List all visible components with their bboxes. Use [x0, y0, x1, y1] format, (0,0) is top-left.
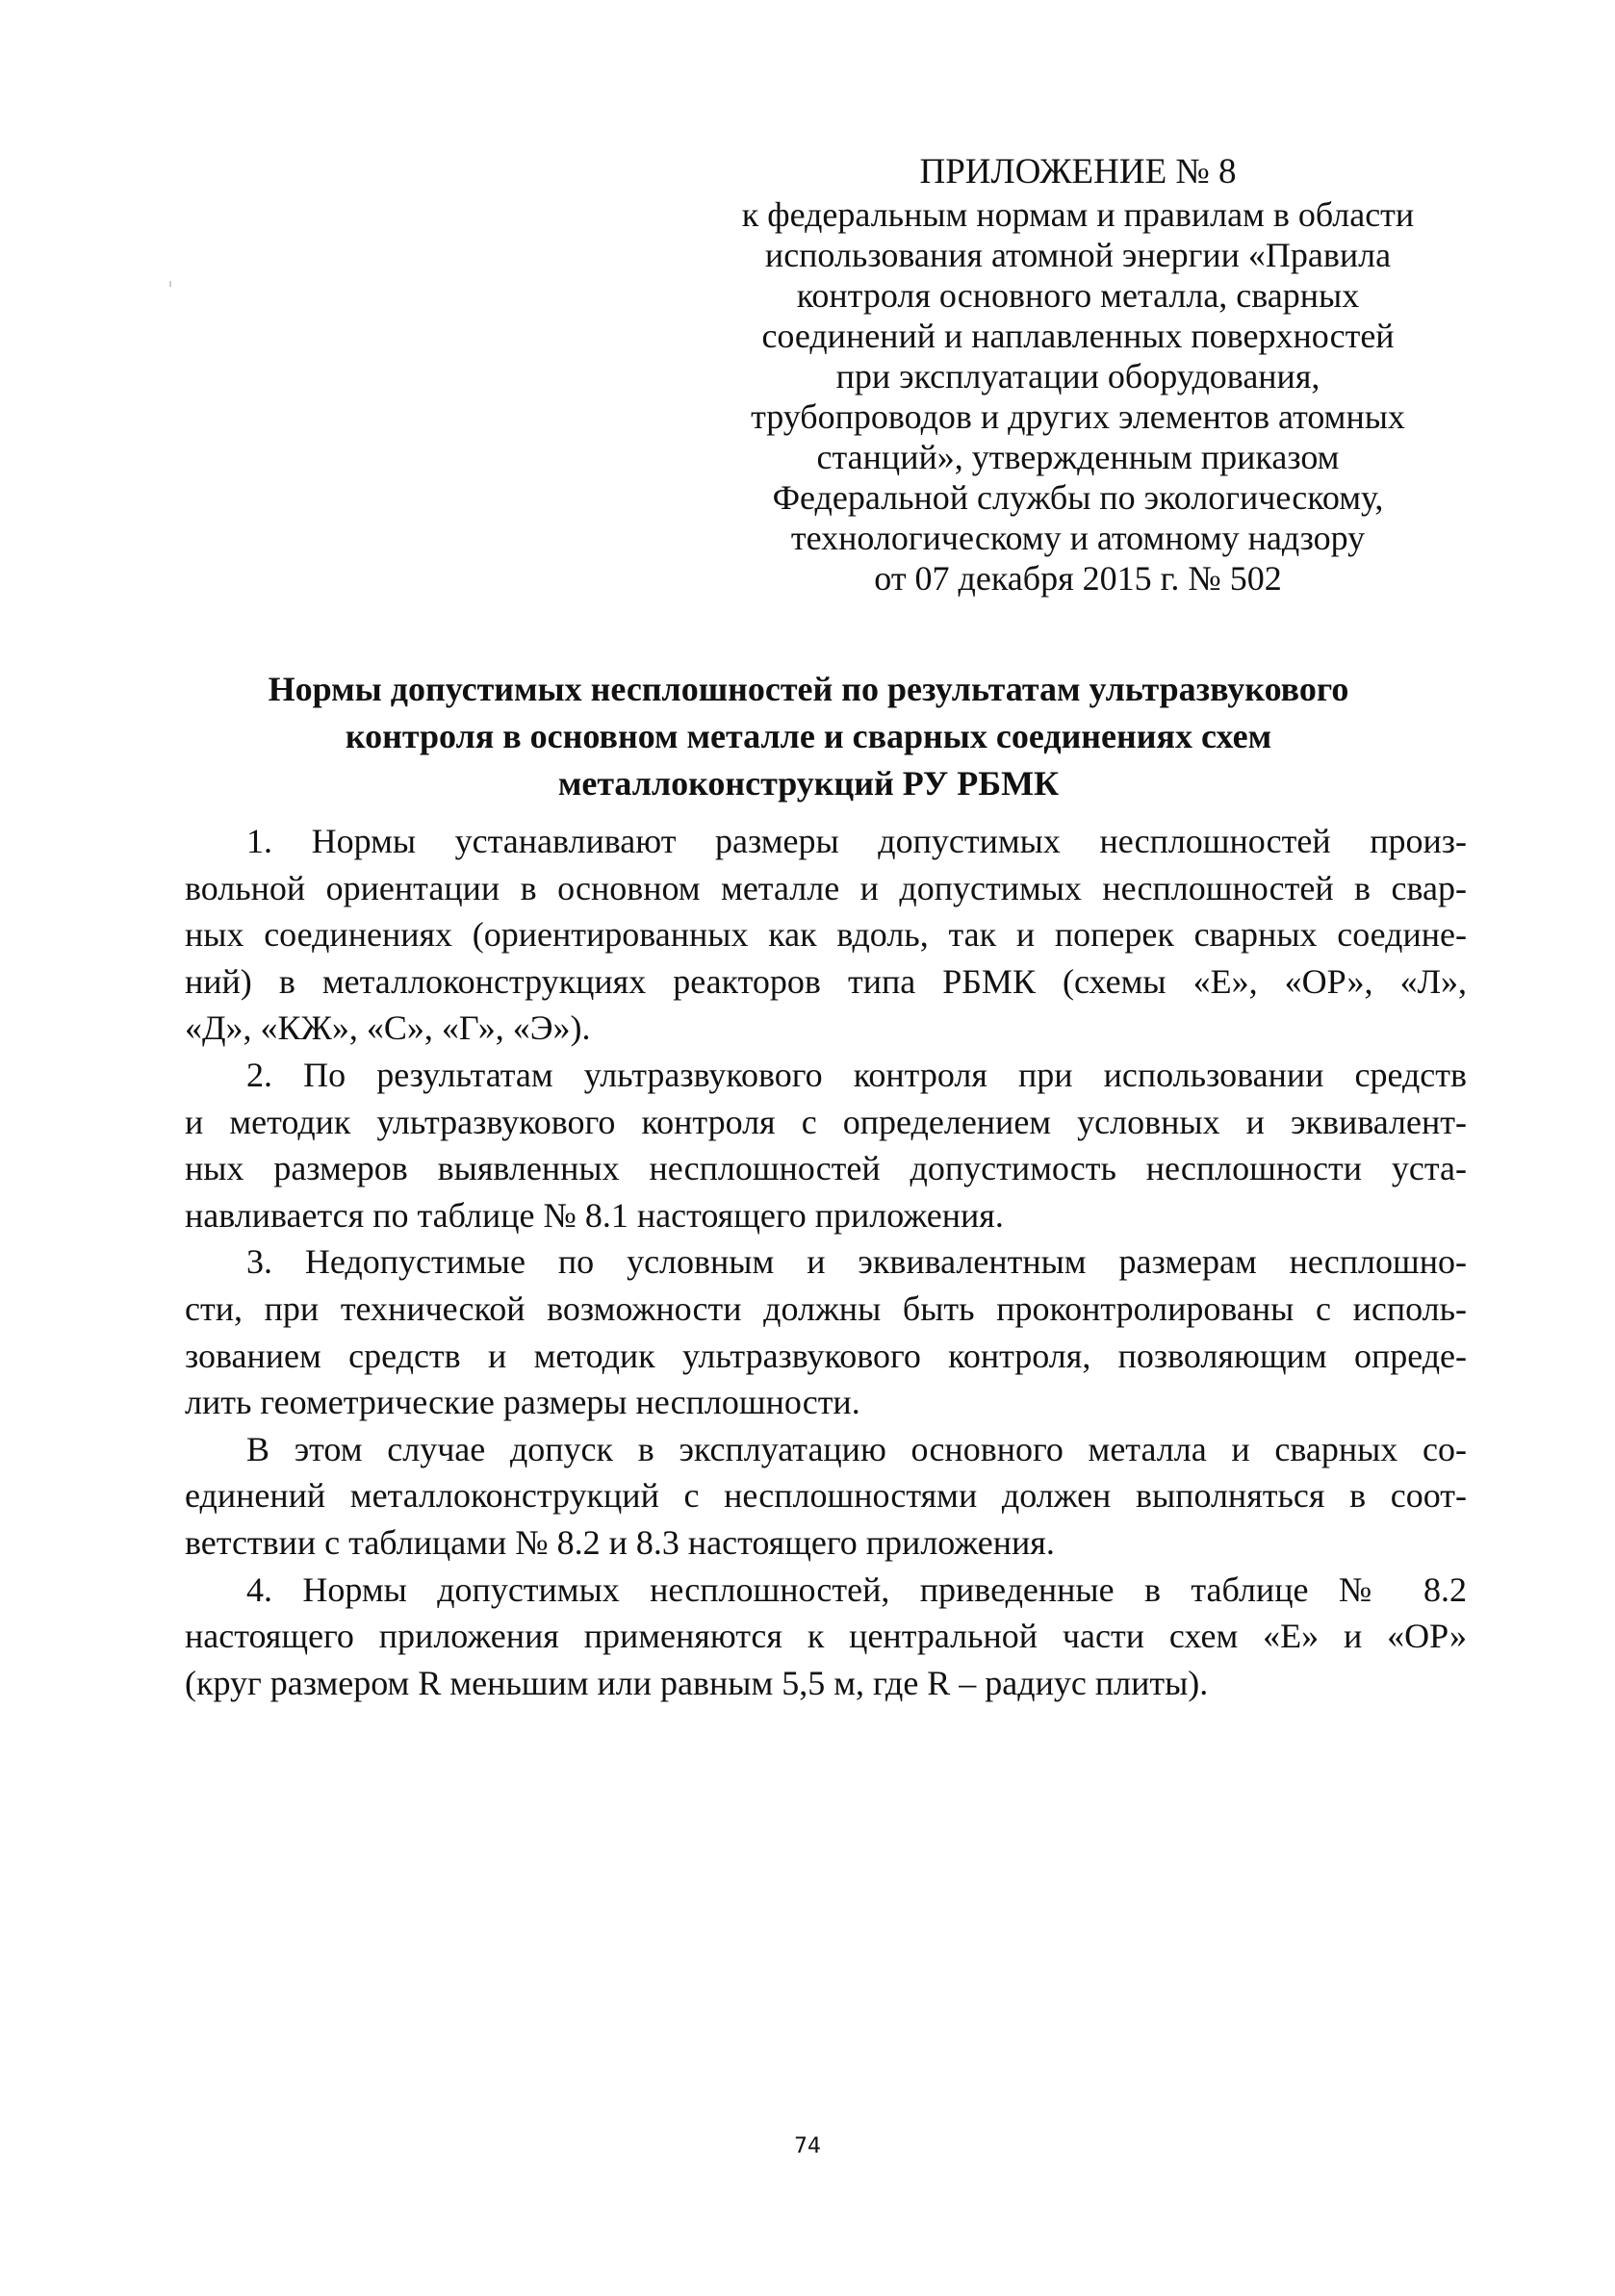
paragraph-line: 1. Нормы устанавливают размеры допустимых несплошностей произ-: [246, 822, 1467, 860]
paragraph-line: и методик ультразвукового контроля с определением условных и эквивалент-: [185, 1102, 1467, 1141]
heading-line: Нормы допустимых несплошностей по результатам ультразвукового: [268, 670, 1349, 708]
paragraph-line: ных размеров выявленных несплошностей допустимость несплошности уста-: [185, 1149, 1467, 1188]
paragraph-line: настоящего приложения применяются к центральной части схем «Е» и «ОР»: [185, 1617, 1467, 1656]
appendix-line: Федеральной службы по экологическому,: [772, 478, 1384, 517]
appendix-line: использования атомной энергии «Правила: [764, 236, 1392, 274]
paragraph-line: ний) в металлоконструкциях реакторов типа РБМК (схемы «Е», «ОР», «Л»,: [185, 961, 1467, 1001]
paragraph-line: зованием средств и методик ультразвукового контроля, позволяющим опреде-: [185, 1336, 1467, 1375]
heading-line: металлоконструкций РУ РБМК: [557, 764, 1060, 803]
paragraph-line: (круг размером R меньшим или равным 5,5 м, где R – радиус плиты).: [185, 1663, 1209, 1702]
paragraph-2: [185, 1052, 1467, 1238]
appendix-line: трубопроводов и других элементов атомных: [751, 397, 1405, 436]
paragraph-line: «Д», «КЖ», «С», «Г», «Э»).: [185, 1008, 591, 1048]
paragraph-line: сти, при технической возможности должны быть проконтролированы с исполь-: [185, 1288, 1467, 1328]
paragraph-3: [185, 1238, 1467, 1425]
heading-line: контроля в основном металле и сварных соединениях схем: [345, 717, 1272, 755]
paragraph-line: 2. По результатам ультразвукового контроля при использовании средств: [246, 1055, 1467, 1094]
appendix-line: контроля основного металла, сварных: [796, 276, 1360, 315]
paragraph-1: [185, 818, 1467, 1052]
appendix-line: соединений и наплавленных поверхностей: [761, 317, 1395, 355]
paragraph-line: единений металлоконструкций с несплошностями должен выполняться в соот-: [185, 1476, 1467, 1516]
scan-speck: [169, 281, 171, 287]
appendix-line: от 07 декабря 2015 г. № 502: [874, 559, 1282, 598]
paragraph-line: В этом случае допуск в эксплуатацию основного металла и сварных со-: [246, 1429, 1467, 1468]
paragraph-line: вольной ориентации в основном металле и допустимых несплошностей в свар-: [185, 868, 1467, 907]
document-body: [185, 818, 1467, 1706]
paragraph-3-continuation: [185, 1426, 1467, 1567]
paragraph-line: 4. Нормы допустимых несплошностей, приведенные в таблице № 8.2: [246, 1569, 1467, 1609]
paragraph-4: [185, 1567, 1467, 1707]
appendix-header: [674, 152, 1482, 599]
appendix-line: при эксплуатации оборудования,: [835, 357, 1320, 395]
appendix-line: технологическому и атомному надзору: [790, 519, 1366, 557]
appendix-line: к федеральным нормам и правилам в области: [741, 195, 1415, 234]
appendix-title: ПРИЛОЖЕНИЕ № 8: [919, 152, 1237, 191]
page-number: 74: [794, 2134, 821, 2158]
paragraph-line: ветствии с таблицами № 8.2 и 8.3 настоящего приложения.: [185, 1522, 1055, 1562]
paragraph-line: ных соединениях (ориентированных как вдоль, так и поперек сварных соедине-: [185, 915, 1467, 955]
paragraph-line: лить геометрические размеры несплошности.: [185, 1383, 860, 1422]
paragraph-line: навливается по таблице № 8.1 настоящего приложения.: [185, 1195, 1004, 1235]
appendix-line: станций», утвержденным приказом: [816, 438, 1340, 476]
document-heading: [154, 666, 1463, 807]
paragraph-line: 3. Недопустимые по условным и эквивалентным размерам несплошно-: [246, 1242, 1467, 1282]
